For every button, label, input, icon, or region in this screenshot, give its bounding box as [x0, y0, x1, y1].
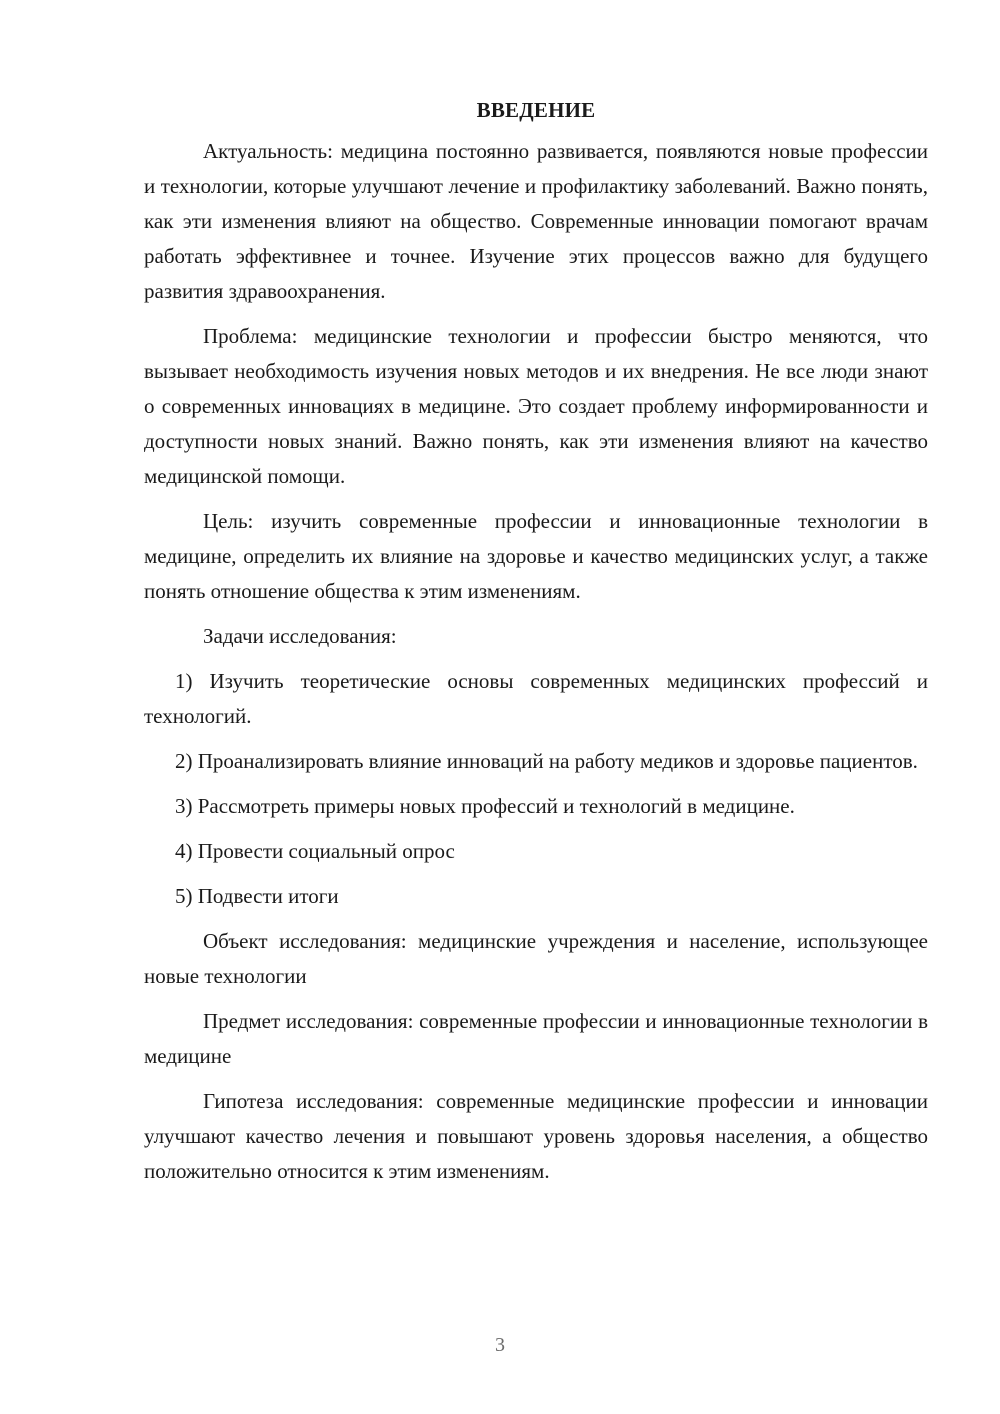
paragraph-problem: Проблема: медицинские технологии и профессии быстро меняются, что вызывает необходимость изучения новых методов и их внедрения. Не все люди знают о современных инновациях в медицине. Это создает проблему информированности и доступности новых знаний. Важно понять, как эти изменения влияют на качество медицинской помощи.	[144, 324, 928, 488]
paragraph-object: Объект исследования: медицинские учреждения и население, использующее новые технологии	[144, 929, 928, 988]
task-item-5: 5) Подвести итоги	[175, 884, 339, 908]
task-item-3: 3) Рассмотреть примеры новых профессий и технологий в медицине.	[175, 794, 795, 818]
paragraph-tasks-heading: Задачи исследования:	[203, 624, 397, 648]
task-item-4: 4) Провести социальный опрос	[175, 839, 455, 863]
paragraph-goal: Цель: изучить современные профессии и инновационные технологии в медицине, определить их влияние на здоровье и качество медицинских услуг, а также понять отношение общества к этим изменениям.	[144, 509, 928, 603]
section-title: ВВЕДЕНИЕ	[476, 98, 596, 122]
page-number: 3	[495, 1334, 505, 1356]
paragraph-relevance: Актуальность: медицина постоянно развивается, появляются новые профессии и технологии, которые улучшают лечение и профилактику заболеваний. Важно понять, как эти изменения влияют на общество. Современные инновации помогают врачам работать эффективнее и точнее. Изучение этих процессов важно для будущего развития здравоохранения.	[144, 139, 928, 303]
document-page	[144, 96, 928, 1199]
paragraph-subject: Предмет исследования: современные профессии и инновационные технологии в медицине	[144, 1009, 928, 1068]
task-item-1: 1) Изучить теоретические основы современных медицинских профессий и технологий.	[144, 669, 928, 728]
task-item-2: 2) Проанализировать влияние инноваций на работу медиков и здоровье пациентов.	[175, 749, 918, 773]
paragraph-hypothesis: Гипотеза исследования: современные медицинские профессии и инновации улучшают качество лечения и повышают уровень здоровья населения, а общество положительно относится к этим изменениям.	[144, 1089, 928, 1183]
